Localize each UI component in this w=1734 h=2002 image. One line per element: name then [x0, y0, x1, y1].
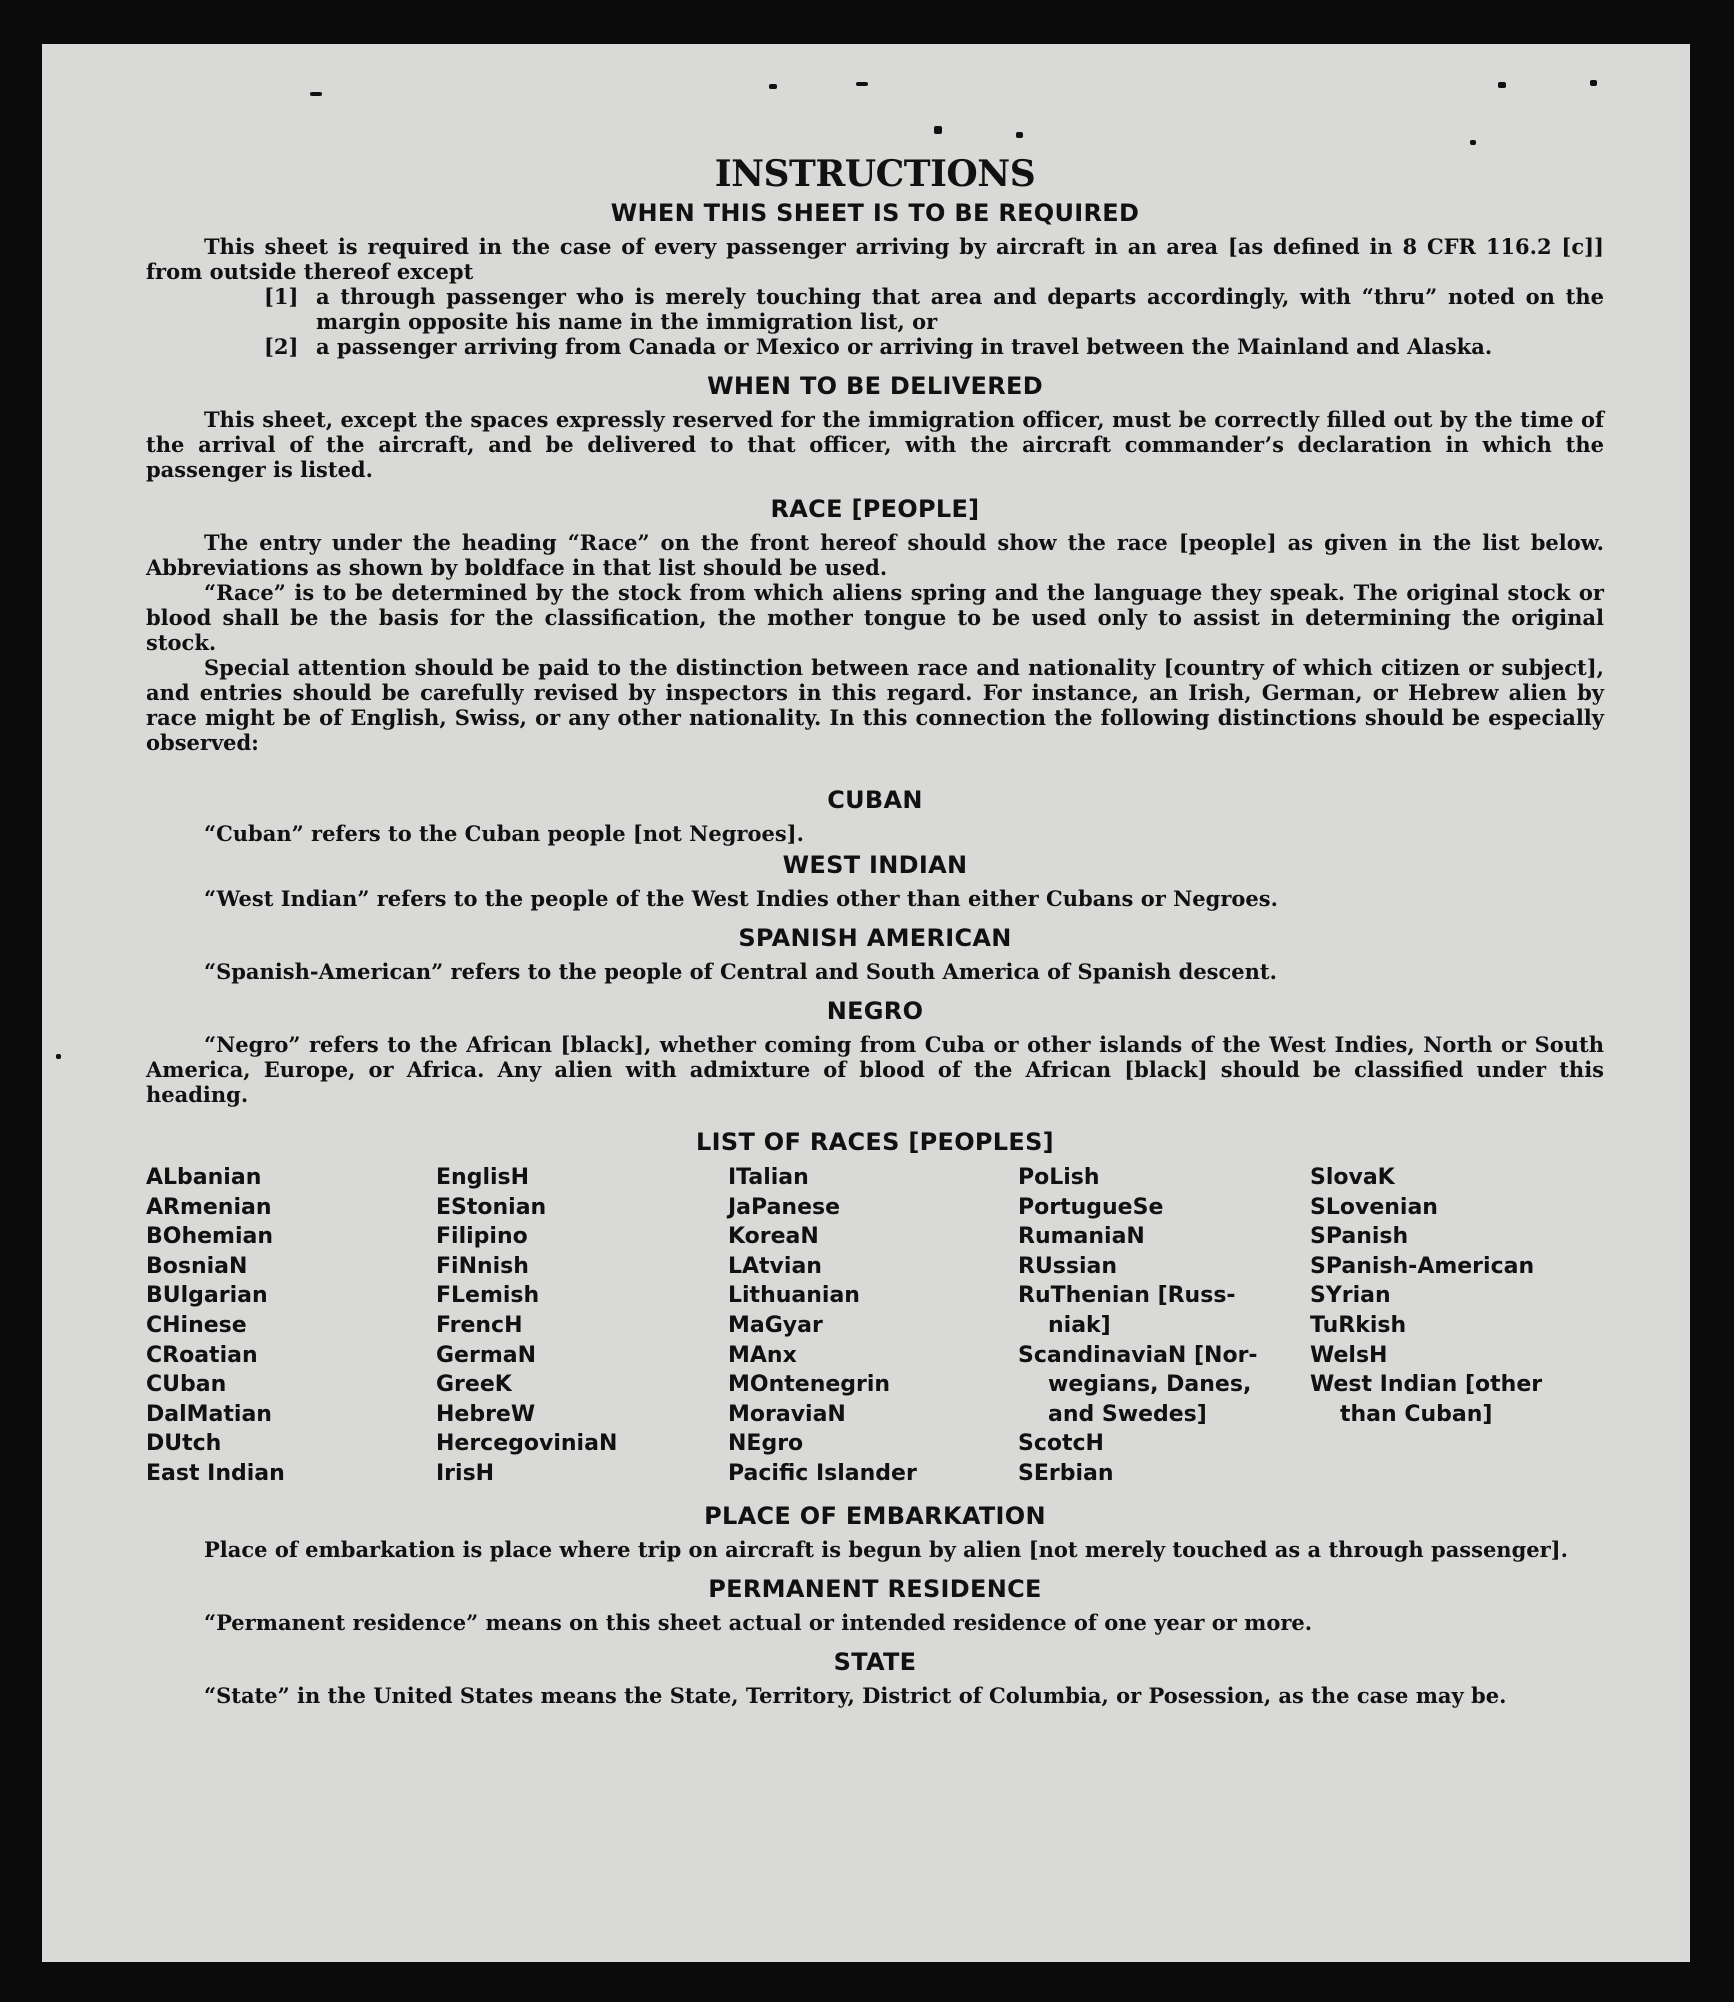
heading-state: STATE [833, 1647, 917, 1676]
spanish-american-text: “Spanish-American” refers to the people of Central and South America of Spanish descent. [204, 959, 1277, 984]
race-item: CUban [146, 1372, 227, 1398]
race-item: SLovenian [1310, 1194, 1438, 1220]
cuban-text: “Cuban” refers to the Cuban people [not Negroes]. [204, 821, 804, 846]
race-item: MAnx [728, 1342, 797, 1368]
race-item: Pacific Islander [728, 1460, 917, 1486]
when-delivered-text: This sheet, except the spaces expressly reserved for the immigration officer, must be correctly filled out by the time of the arrival of the aircraft, and be delivered to that officer, with the aircraft commander’s declaration in which the passenger is listed. [146, 407, 1604, 482]
race-item: GreeK [436, 1372, 512, 1398]
race-item: PortugueSe [1018, 1194, 1164, 1220]
race-item: WelsH [1310, 1342, 1388, 1368]
race-item: ScandinaviaN [Nor- [1018, 1342, 1258, 1368]
state-text: “State” in the United States means the State, Territory, District of Columbia, or Posession, as the case may be. [204, 1682, 1507, 1708]
scan-speck [856, 82, 868, 86]
race-item-continued: and Swedes] [1048, 1401, 1207, 1427]
race-item: East Indian [146, 1460, 285, 1486]
races-column-2 [436, 1163, 728, 1489]
race-paragraph-3: Special attention should be paid to the distinction between race and nationality [country of which citizen or subject], and entries should be carefully revised by inspectors in this regard. For instance, an Irish, German, or Hebrew alien by race might be of English, Swiss, or any other nationality. In this connection the following distinctions should be especially observed: [146, 655, 1604, 755]
scan-speck [1590, 80, 1597, 86]
race-paragraph-2: “Race” is to be determined by the stock from which aliens spring and the language they speak. The original stock or blood shall be the basis for the classification, the mother tongue to be used only to assist in determining the original stock. [146, 580, 1604, 655]
race-item: BosniaN [146, 1253, 248, 1279]
west-indian-text: “West Indian” refers to the people of the West Indies other than either Cubans or Negroes. [204, 886, 1278, 911]
race-item: RuThenian [Russ- [1018, 1283, 1236, 1309]
heading-negro: NEGRO [826, 997, 924, 1025]
race-item: EnglisH [436, 1165, 530, 1190]
instructions-content [146, 152, 1604, 1708]
clause-text: a passenger arriving from Canada or Mexico or arriving in travel between the Mainland and Alaska. [316, 334, 1493, 359]
race-item: HercegoviniaN [436, 1431, 618, 1457]
document-page [42, 44, 1690, 1962]
exception-clause-2 [264, 334, 1604, 359]
race-item: CRoatian [146, 1342, 258, 1368]
race-item: TuRkish [1310, 1312, 1407, 1338]
scan-speck [1498, 82, 1506, 88]
races-column-5 [1310, 1163, 1600, 1489]
race-item: EStonian [436, 1194, 547, 1220]
heading-cuban: CUBAN [827, 786, 923, 814]
race-item-continued: than Cuban] [1340, 1401, 1493, 1427]
negro-text: “Negro” refers to the African [black], whether coming from Cuba or other islands of the West Indies, North or South America, Europe, or Africa. Any alien with admixture of blood of the African [black] should be classified under this heading. [146, 1032, 1604, 1107]
race-item: MoraviaN [728, 1401, 846, 1427]
heading-spanish-american: SPANISH AMERICAN [738, 924, 1012, 952]
races-list [146, 1163, 1604, 1489]
race-item: SlovaK [1310, 1165, 1395, 1190]
scan-speck [1470, 140, 1476, 145]
race-item: JaPanese [728, 1194, 841, 1220]
race-item: BUlgarian [146, 1283, 268, 1309]
race-item: DUtch [146, 1431, 222, 1457]
race-item: BOhemian [146, 1224, 274, 1250]
race-item: MaGyar [728, 1312, 823, 1338]
heading-permanent-residence: PERMANENT RESIDENCE [708, 1574, 1042, 1603]
race-item: MOntenegrin [728, 1372, 891, 1398]
race-item: FiNnish [436, 1253, 529, 1279]
heading-race: RACE [PEOPLE] [770, 495, 980, 523]
race-item: Lithuanian [728, 1283, 860, 1309]
heading-when-required: WHEN THIS SHEET IS TO BE REQUIRED [610, 199, 1140, 227]
clause-number: [2] [264, 334, 299, 359]
race-item: IrisH [436, 1460, 495, 1486]
page-title: INSTRUCTIONS [714, 153, 1036, 195]
clause-number: [1] [264, 284, 299, 309]
scan-speck [934, 126, 942, 134]
race-item: West Indian [other [1310, 1372, 1543, 1398]
races-column-3 [728, 1163, 1018, 1489]
race-item: HebreW [436, 1401, 536, 1427]
race-item: KoreaN [728, 1224, 819, 1250]
race-paragraph-1: The entry under the heading “Race” on the front hereof should show the race [people] as given in the list below. Abbreviations as shown by boldface in that list should be used. [146, 530, 1604, 580]
race-item: SYrian [1310, 1283, 1391, 1309]
race-item: LAtvian [728, 1253, 822, 1279]
race-item: NEgro [728, 1431, 804, 1457]
scan-speck [1016, 132, 1023, 138]
race-item: FLemish [436, 1283, 540, 1309]
heading-west-indian: WEST INDIAN [782, 851, 968, 879]
embarkation-text: Place of embarkation is place where trip on aircraft is begun by alien [not merely touched as a through passenger]. [204, 1536, 1568, 1562]
race-item: RumaniaN [1018, 1224, 1145, 1250]
race-item: Filipino [436, 1224, 528, 1250]
race-item: RUssian [1018, 1253, 1118, 1279]
race-item: PoLish [1018, 1165, 1100, 1190]
race-item-continued: wegians, Danes, [1048, 1372, 1252, 1398]
when-required-text: This sheet is required in the case of every passenger arriving by aircraft in an area [as defined in 8 CFR 116.2 [c]] from outside thereof except [146, 234, 1604, 284]
race-item: SPanish-American [1310, 1253, 1535, 1279]
races-column-4 [1018, 1163, 1310, 1489]
race-item: GermaN [436, 1342, 537, 1368]
race-item: ARmenian [146, 1194, 272, 1220]
heading-list-of-races: LIST OF RACES [PEOPLES] [696, 1128, 1054, 1156]
race-item: ScotcH [1018, 1431, 1104, 1457]
permanent-residence-text: “Permanent residence” means on this sheet actual or intended residence of one year or more. [204, 1609, 1313, 1635]
race-item: SErbian [1018, 1460, 1114, 1486]
exception-clause-1 [264, 284, 1604, 334]
race-item: DalMatian [146, 1401, 272, 1427]
scan-speck [769, 84, 777, 89]
races-column-1 [146, 1163, 436, 1489]
scan-speck [310, 92, 322, 96]
race-item: FrencH [436, 1312, 523, 1338]
clause-text: a through passenger who is merely touching that area and departs accordingly, with “thru” noted on the margin opposite his name in the immigration list, or [316, 284, 1604, 334]
race-item: ALbanian [146, 1165, 262, 1190]
race-item-continued: niak] [1048, 1312, 1111, 1338]
race-item: CHinese [146, 1312, 247, 1338]
scan-speck [56, 1054, 61, 1059]
heading-embarkation: PLACE OF EMBARKATION [704, 1501, 1046, 1530]
race-item: ITalian [728, 1165, 809, 1190]
heading-when-delivered: WHEN TO BE DELIVERED [707, 372, 1043, 400]
race-item: SPanish [1310, 1224, 1409, 1250]
